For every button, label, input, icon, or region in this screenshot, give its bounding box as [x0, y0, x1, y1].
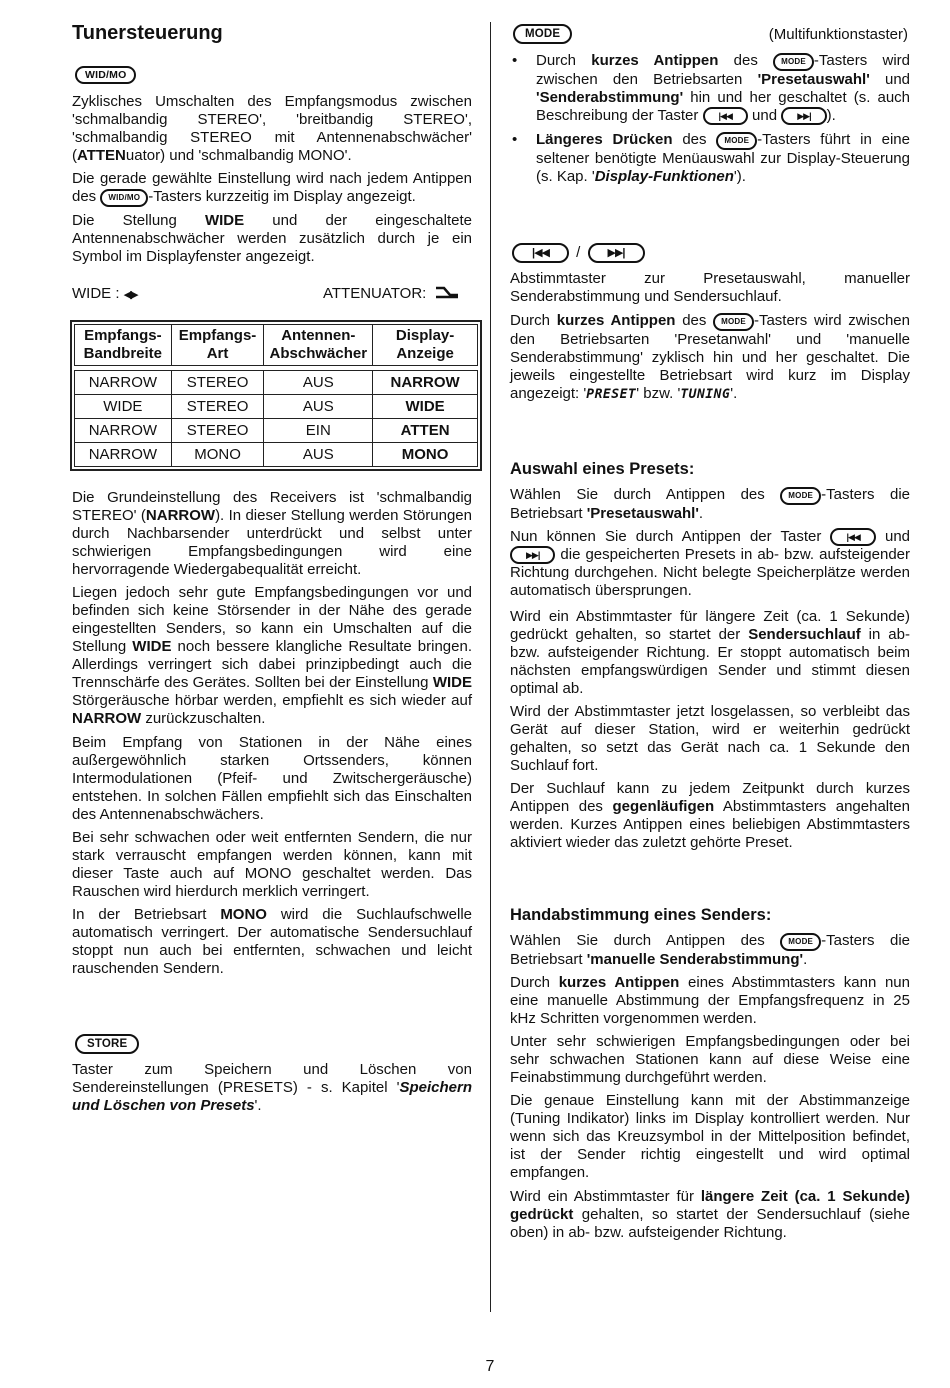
table-header: Display- Anzeige [373, 325, 478, 366]
prev-inline-icon: |◀◀ [703, 107, 748, 125]
wide-arrows-icon: ◀▶ [123, 289, 137, 301]
manual-para-3: Unter sehr schwierigen Empfangsbedingungen oder bei sehr schwachen Stationen kann auf diese Weise eine Feinabstimmung durchgeführt werden. [510, 1033, 910, 1086]
preset-para-2: Nun können Sie durch Antippen der Taster |◀◀ und ▶▶| die gespeicherten Presets in ab- bzw. aufsteigender Richtung durchgehen. Nicht belegte Speicherplätze werden automatisch übersprungen. [510, 528, 910, 599]
preset-para-3: Wird ein Abstimmtaster für längere Zeit (ca. 1 Sekunde) gedrückt gehalten, so startet der Sendersuchlauf in ab- bzw. aufsteigender Richtung. Er stoppt automatisch beim nächsten empfangswürdigen Sender und stimmt diesen optimal ab. [510, 608, 910, 697]
table-cell: NARROW [75, 371, 172, 395]
attenuator-label: ATTENUATOR: [323, 285, 459, 302]
manual-para-1: Wählen Sie durch Antippen des MODE -Tasters die Betriebsart 'manuelle Senderabstimmung'. [510, 932, 910, 968]
table-cell: STEREO [171, 371, 264, 395]
column-divider [490, 22, 491, 1312]
mode-bullets [510, 52, 910, 192]
widmo-description: Zyklisches Umschalten des Empfangsmodus zwischen 'schmalbandig STEREO', 'breitbandig STEREO', 'schmalbandig STEREO mit Antennenabschwächer' (ATTENuator) und 'schmalbandig MONO'. [72, 93, 472, 164]
table-cell: EIN [264, 419, 373, 443]
widmo-inline-icon: WID/MO [100, 189, 148, 207]
mode-button: MODE [513, 24, 572, 44]
mode-inline-icon: MODE [716, 132, 757, 150]
preset-para-1: Wählen Sie durch Antippen des MODE -Tasters die Betriebsart 'Presetauswahl'. [510, 486, 910, 522]
tuning-description: Abstimmtaster zur Presetauswahl, manueller Senderabstimmung und Sendersuchlauf. [510, 270, 910, 305]
default-setting-para: Die Grundeinstellung des Receivers ist 'schmalbandig STEREO' (NARROW). In dieser Stellung werden Störungen durch Nachbarsender unterdrückt und selbst unter schwierigen Empfangsbedingungen wird eine hervorragende Wiedergabequalität erreicht. [72, 489, 472, 578]
page-title: Tunersteuerung [72, 22, 223, 44]
tuning-buttons [512, 243, 645, 263]
store-button: STORE [75, 1034, 139, 1054]
table-header: Empfangs- Art [171, 325, 264, 366]
table-cell: MONO [171, 443, 264, 467]
preset-para-5: Der Suchlauf kann zu jedem Zeitpunkt durch kurzes Antippen des gegenläufigen Abstimmtasters angehalten werden. Kurzes Antippen eines beliebigen Abstimmtasters aktiviert wieder das zuletzt gehörte Preset. [510, 780, 910, 851]
mode-inline-icon: MODE [780, 933, 821, 951]
mode-inline-icon: MODE [713, 313, 754, 331]
table-cell: NARROW [75, 419, 172, 443]
wide-setting-para: Liegen jedoch sehr gute Empfangsbedingungen vor und befinden sich keine Störsender in der Nähe des gerade eingestellten Senders, so kann ein Umschalten auf die Stellung WIDE noch bessere klangliche Resultate bringen. Allerdings verringert sich dabei prinzipbedingt auch die Trennschärfe des Gerätes. Sollten bei der Einstellung WIDE Störgeräusche hörbar werden, empfiehlt es sich wieder auf NARROW zurückzuschalten. [72, 584, 472, 727]
table-cell: WIDE [75, 395, 172, 419]
table-header: Empfangs- Bandbreite [75, 325, 172, 366]
table-cell: ATTEN [373, 419, 478, 443]
table-row [75, 371, 478, 395]
list-item: • Längeres Drücken des MODE -Tasters führt in eine seltener benötigte Menüauswahl zur Display-Steuerung (s. Kap. 'Display-Funktionen'). [510, 131, 910, 186]
wide-symbol-note: Die Stellung WIDE und der eingeschaltete Antennenabschwächer werden zusätzlich durch je ein Symbol im Displayfenster angezeigt. [72, 212, 472, 265]
manual-para-5: Wird ein Abstimmtaster für längere Zeit (ca. 1 Sekunde) gedrückt gehalten, so startet der Sendersuchlauf (siehe oben) in ab- bzw. aufsteigender Richtung. [510, 1188, 910, 1241]
slash: / [576, 244, 581, 261]
table-cell: NARROW [75, 443, 172, 467]
table-row [75, 419, 478, 443]
prev-inline-icon: |◀◀ [830, 528, 875, 546]
manual-heading: Handabstimmung eines Senders: [510, 906, 772, 924]
tuning-mode-para: Durch kurzes Antippen des MODE -Tasters wird zwischen den Betriebsarten 'Presetanwahl' und 'manuelle Senderabstimmung' zyklisch hin und her geschaltet. Die jeweils eingestellte Betriebsart wird kurz im Display angezeigt: 'PRESET' bzw. 'TUNING'. [510, 312, 910, 402]
table-cell: AUS [264, 443, 373, 467]
mono-threshold-para: In der Betriebsart MONO wird die Suchlaufschwelle automatisch verringert. Der automatische Sendersuchlauf stoppt nun auch bei entfernten, schwachen und leicht rauschenden Sendern. [72, 906, 472, 977]
intermodulation-para: Beim Empfang von Stationen in der Nähe eines außergewöhnlich starken Ortssenders, können Intermodulationen (Pfeif- und Zwitschergeräusche) entstehen. In solchen Fällen empfiehlt sich das Einschalten des Antennenabschwächers. [72, 734, 472, 823]
table-cell: STEREO [171, 419, 264, 443]
page-number: 7 [485, 1358, 495, 1375]
prev-button-icon: |◀◀ [512, 243, 569, 263]
table-cell: AUS [264, 395, 373, 419]
mode-inline-icon: MODE [780, 487, 821, 505]
preset-para-4: Wird der Abstimmtaster jetzt losgelassen, so verbleibt das Gerät auf dieser Station, wird er weiterhin gedrückt gehalten, so setzt das Gerät nach ca. 1 Sekunde den Suchlauf fort. [510, 703, 910, 774]
table-cell: NARROW [373, 371, 478, 395]
mode-inline-icon: MODE [773, 53, 814, 71]
table-row [75, 443, 478, 467]
widmo-display-note: Die gerade gewählte Einstellung wird nach jedem Antippen des WID/MO -Tasters kurzzeitig im Display angezeigt. [72, 170, 472, 205]
table-cell: AUS [264, 371, 373, 395]
attenuator-icon [435, 285, 459, 299]
manual-para-2: Durch kurzes Antippen eines Abstimmtasters kann nun eine manuelle Abstimmung der Empfangsfrequenz in 25 kHz Schritten vorgenommen werden. [510, 974, 910, 1027]
table-cell: STEREO [171, 395, 264, 419]
table-row [75, 395, 478, 419]
next-button-icon: ▶▶| [588, 243, 645, 263]
table-cell: MONO [373, 443, 478, 467]
mode-caption: (Multifunktionstaster) [768, 26, 908, 43]
next-inline-icon: ▶▶| [510, 546, 555, 564]
list-item: • Durch kurzes Antippen des MODE -Tasters wird zwischen den Betriebsarten 'Presetauswahl' und 'Senderabstimmung' hin und her geschaltet (s. auch Beschreibung der Taster |◀◀ und ▶▶| ). [510, 52, 910, 125]
preset-heading: Auswahl eines Presets: [510, 460, 695, 478]
next-inline-icon: ▶▶| [781, 107, 826, 125]
table-header: Antennen- Abschwächer [264, 325, 373, 366]
mono-para: Bei sehr schwachen oder weit entfernten Sendern, die nur stark verrauscht empfangen werden können, kann mit dieser Taste auch auf MONO geschaltet werden. Das Rauschen wird hierdurch merklich verringert. [72, 829, 472, 900]
wide-symbol-label: WIDE : ◀▶ [72, 285, 137, 302]
manual-para-4: Die genaue Einstellung kann mit der Abstimmanzeige (Tuning Indikator) links im Display kontrolliert werden. Nur wenn sich das Kreuzsymbol in der Mittelposition befindet, ist der Sender richtig eingestellt und wird optimal empfangen. [510, 1092, 910, 1181]
table-cell: WIDE [373, 395, 478, 419]
widmo-button: WID/MO [75, 66, 136, 84]
mode-table [70, 320, 482, 471]
store-description: Taster zum Speichern und Löschen von Sendereinstellungen (PRESETS) - s. Kapitel 'Speichern und Löschen von Presets'. [72, 1061, 472, 1114]
